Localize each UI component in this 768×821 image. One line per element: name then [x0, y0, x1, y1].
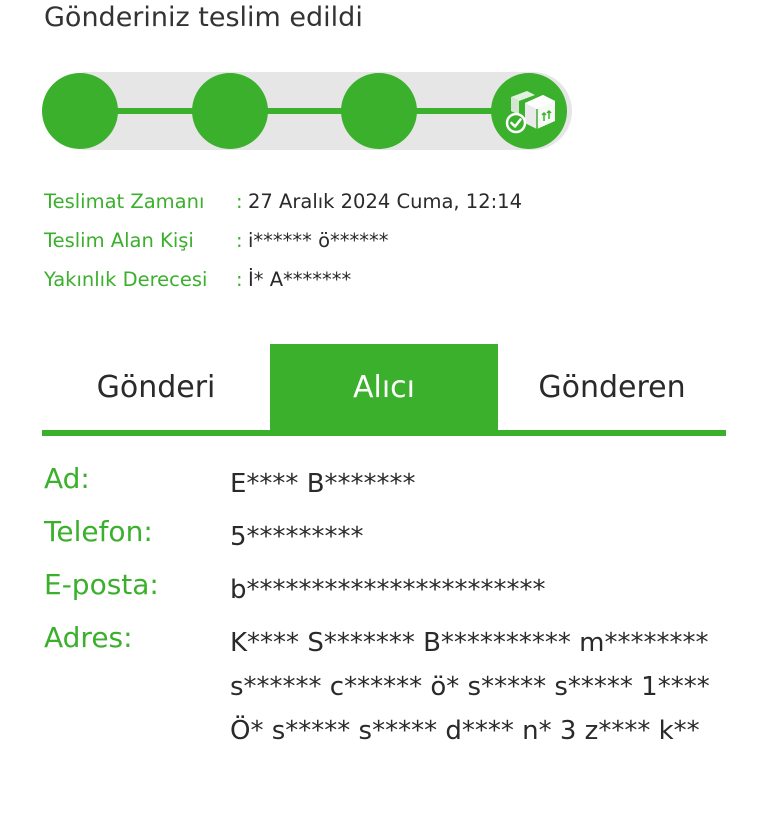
phone-label: Telefon: — [44, 515, 153, 548]
tab-underline — [42, 430, 726, 436]
receiver-person-label: Teslim Alan Kişi — [44, 229, 194, 252]
receiver-person-value: i****** ö****** — [248, 229, 389, 252]
separator: : — [236, 268, 243, 291]
name-row — [44, 462, 744, 515]
delivery-time-label: Teslimat Zamanı — [44, 190, 205, 213]
name-label: Ad: — [44, 462, 90, 495]
detail-tabs — [42, 344, 726, 436]
relationship-value: İ* A******* — [248, 268, 352, 291]
email-value: b*********************** — [230, 575, 546, 605]
address-label: Adres: — [44, 621, 133, 654]
separator: : — [236, 229, 243, 252]
phone-row — [44, 515, 744, 568]
address-value: K**** S******* B********** m******** s****** c****** ö* s***** s***** 1**** Ö* s***** s***** d**** n* 3 z**** k** — [230, 628, 710, 746]
progress-track-line — [80, 108, 536, 114]
progress-step-4-delivered — [491, 73, 567, 149]
email-row — [44, 568, 744, 621]
progress-step-1 — [42, 73, 118, 149]
separator: : — [236, 190, 243, 213]
name-value: E**** B******* — [230, 469, 416, 499]
delivery-progress-tracker — [42, 72, 568, 150]
phone-value: 5********* — [230, 522, 364, 552]
tab-shipment[interactable]: Gönderi — [96, 369, 216, 405]
relationship-label: Yakınlık Derecesi — [44, 268, 208, 291]
progress-step-3 — [341, 73, 417, 149]
delivered-box-check-icon — [499, 81, 559, 141]
address-row — [44, 621, 744, 821]
progress-step-2 — [192, 73, 268, 149]
page-title: Gönderiniz teslim edildi — [44, 2, 363, 33]
tab-sender[interactable]: Gönderen — [538, 369, 686, 405]
email-label: E-posta: — [44, 568, 159, 601]
tab-recipient[interactable]: Alıcı — [270, 344, 498, 430]
delivery-time-value: 27 Aralık 2024 Cuma, 12:14 — [248, 190, 522, 213]
